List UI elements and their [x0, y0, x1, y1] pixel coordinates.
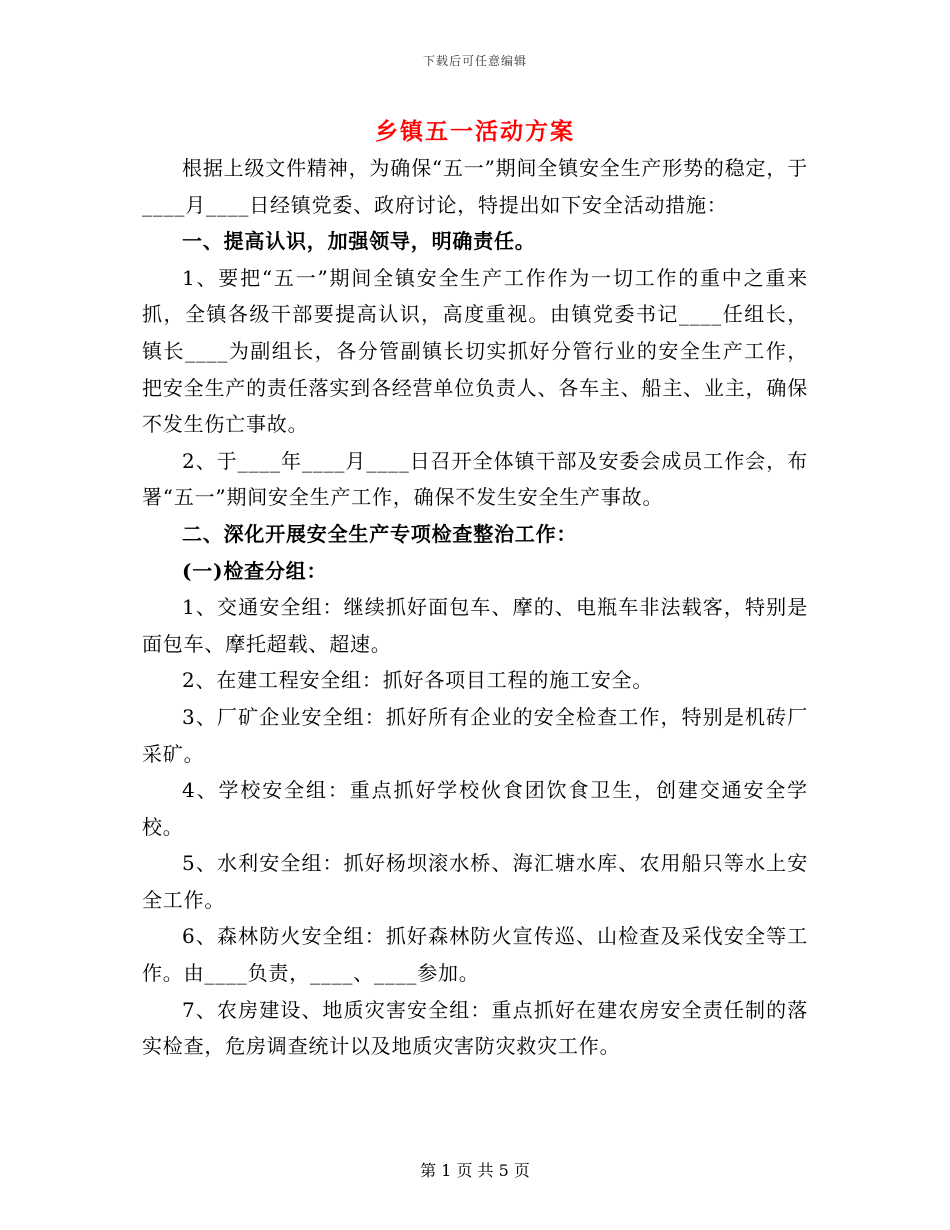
- group-item-1: 1、交通安全组：继续抓好面包车、摩的、电瓶车非法载客，特别是面包车、摩托超载、超速。: [142, 595, 808, 656]
- group-item-3: 3、厂矿企业安全组：抓好所有企业的安全检查工作，特别是机砖厂采矿。: [142, 704, 808, 766]
- section-heading-2: 二、深化开展安全生产专项检查整治工作：: [182, 521, 578, 546]
- group-item-4: 4、学校安全组：重点抓好学校伙食团饮食卫生，创建交通安全学校。: [142, 778, 808, 839]
- section-heading-1: 一、提高认识，加强领导，明确责任。: [182, 229, 536, 254]
- intro-paragraph: 根据上级文件精神，为确保“五一”期间全镇安全生产形势的稳定，于____月____日经镇党委、政府讨论，特提出如下安全活动措施：: [142, 156, 808, 217]
- group-item-6: 6、森林防火安全组：抓好森林防火宣传巡、山检查及采伐安全等工作。由____负责，____、____参加。: [142, 924, 808, 986]
- group-item-5: 5、水利安全组：抓好杨坝滚水桥、海汇塘水库、农用船只等水上安全工作。: [142, 851, 808, 912]
- page-number: 第 1 页 共 5 页: [420, 1161, 530, 1180]
- subsection-heading-1: (一)检查分组：: [182, 558, 328, 583]
- paragraph-item-1: 1、要把“五一”期间全镇安全生产工作作为一切工作的重中之重来抓，全镇各级干部要提高认识，高度重视。由镇党委书记____任组长，镇长____为副组长，各分管副镇长切实抓好分管行业的安全生产工作，把安全生产的责任落实到各经营单位负责人、各车主、船主、业主，确保不发生伤亡事故。: [142, 265, 808, 437]
- paragraph-item-2: 2、于____年____月____日召开全体镇干部及安委会成员工作会，布署“五一”期间安全生产工作，确保不发生安全生产事故。: [142, 448, 808, 510]
- document-body: [142, 150, 808, 1065]
- document-title: 乡镇五一活动方案: [375, 118, 575, 145]
- group-item-2: 2、在建工程安全组：抓好各项目工程的施工安全。: [182, 668, 654, 693]
- page-header-note: 下载后可任意编辑: [422, 54, 527, 68]
- group-item-7: 7、农房建设、地质灾害安全组：重点抓好在建农房安全责任制的落实检查，危房调查统计以及地质灾害防灾救灾工作。: [142, 997, 808, 1059]
